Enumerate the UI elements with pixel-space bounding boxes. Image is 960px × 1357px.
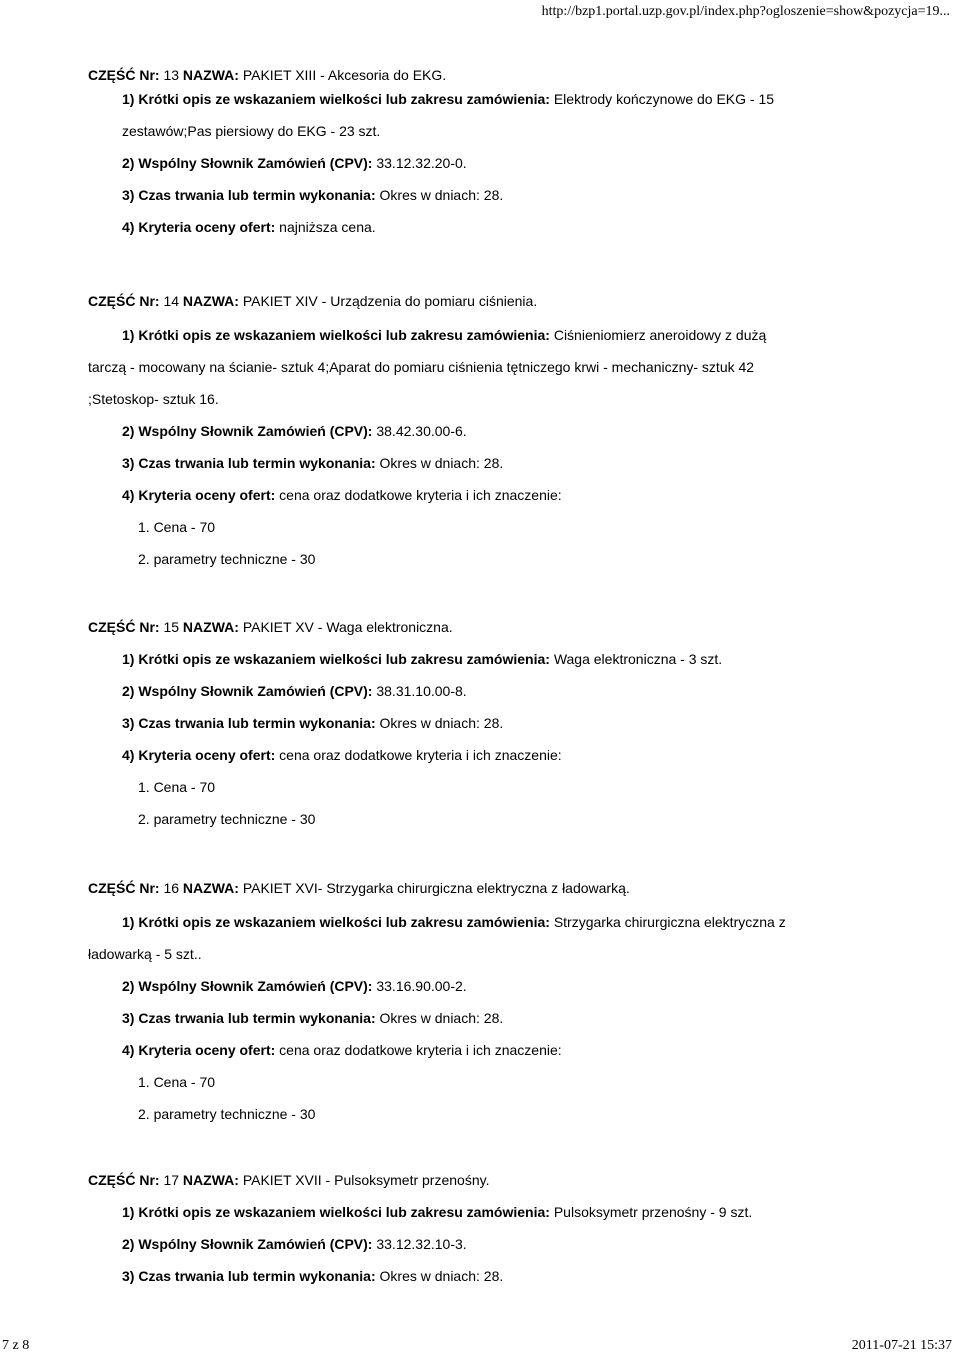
cpv-label: 2) Wspólny Słownik Zamówień (CPV): [122,155,373,171]
time-label: 3) Czas trwania lub termin wykonania: [122,455,376,471]
criteria-label: 4) Kryteria oceny ofert: [122,1042,276,1058]
footer-page-number: 7 z 8 [2,1338,30,1353]
name-label: NAZWA: [182,1172,239,1188]
name-label: NAZWA: [182,67,239,83]
cpv-label: 2) Wspólny Słownik Zamówień (CPV): [122,423,373,439]
criterion-item: 1. Cena - 70 [138,1074,216,1090]
part-name: PAKIET XIV - Urządzenia do pomiaru ciśnienia. [242,293,538,309]
criterion-item: 2. parametry techniczne - 30 [138,1106,316,1122]
time-line [122,1002,900,1034]
criteria-value: cena oraz dodatkowe kryteria i ich znaczenie: [279,487,562,503]
description-label: 1) Krótki opis ze wskazaniem wielkości lub zakresu zamówienia: [122,1204,550,1220]
description-line [122,319,900,351]
part-title [88,617,900,637]
criteria-label: 4) Kryteria oceny ofert: [122,219,276,235]
part-number: 14 [163,293,180,309]
criteria-line [122,211,900,243]
description-value: Elektrody kończynowe do EKG - 15 [553,91,775,107]
criterion-item: 1. Cena - 70 [138,779,216,795]
description-continuation: ładowarką - 5 szt.. [88,946,202,962]
description-line [122,643,900,675]
cpv-line [122,147,900,179]
part-number: 15 [163,619,180,635]
description-continuation: zestawów;Pas piersiowy do EKG - 23 szt. [122,123,381,139]
description-value: Waga elektroniczna - 3 szt. [553,651,723,667]
time-value: Okres w dniach: 28. [379,455,504,471]
description-label: 1) Krótki opis ze wskazaniem wielkości lub zakresu zamówienia: [122,914,550,930]
criteria-value: cena oraz dodatkowe kryteria i ich znaczenie: [279,747,562,763]
time-line [122,1260,900,1292]
criteria-line [122,479,900,511]
description-continuation: ;Stetoskop- sztuk 16. [88,391,219,407]
part-16 [88,878,900,1130]
cpv-value: 38.31.10.00-8. [376,683,467,699]
name-label: NAZWA: [182,619,239,635]
part-title [88,65,900,85]
criteria-label: 4) Kryteria oceny ofert: [122,487,276,503]
cpv-line [122,415,900,447]
time-line [122,179,900,211]
criterion-item: 2. parametry techniczne - 30 [138,551,316,567]
cpv-value: 33.16.90.00-2. [376,978,467,994]
criteria-label: 4) Kryteria oceny ofert: [122,747,276,763]
part-17 [88,1170,900,1292]
description-value: Ciśnieniomierz aneroidowy z dużą [553,327,767,343]
header-url: http://bzp1.portal.uzp.gov.pl/index.php?ogloszenie=show&pozycja=19... [541,4,950,19]
criteria-line [122,1034,900,1066]
part-title [88,291,900,311]
part-number: 17 [163,1172,180,1188]
part-name: PAKIET XIII - Akcesoria do EKG. [242,67,447,83]
description-label: 1) Krótki opis ze wskazaniem wielkości lub zakresu zamówienia: [122,651,550,667]
name-label: NAZWA: [182,880,239,896]
cpv-value: 33.12.32.10-3. [376,1236,467,1252]
time-value: Okres w dniach: 28. [379,715,504,731]
cpv-line [122,1228,900,1260]
time-value: Okres w dniach: 28. [379,1010,504,1026]
part-label: CZĘŚĆ Nr: [88,293,160,309]
time-value: Okres w dniach: 28. [379,1268,504,1284]
criterion-item: 1. Cena - 70 [138,519,216,535]
part-13 [88,65,900,243]
part-name: PAKIET XVII - Pulsoksymetr przenośny. [242,1172,490,1188]
time-line [122,707,900,739]
criteria-line [122,739,900,771]
part-number: 16 [163,880,180,896]
part-label: CZĘŚĆ Nr: [88,880,160,896]
cpv-line [122,675,900,707]
part-number: 13 [163,67,180,83]
time-label: 3) Czas trwania lub termin wykonania: [122,1268,376,1284]
part-name: PAKIET XV - Waga elektroniczna. [242,619,453,635]
part-label: CZĘŚĆ Nr: [88,1172,160,1188]
part-15 [88,617,900,835]
description-line [122,83,900,115]
criteria-value: najniższa cena. [279,219,376,235]
cpv-label: 2) Wspólny Słownik Zamówień (CPV): [122,683,373,699]
description-continuation: tarczą - mocowany na ścianie- sztuk 4;Aparat do pomiaru ciśnienia tętniczego krwi - mechaniczny- sztuk 42 [88,359,755,375]
description-line [122,906,900,938]
time-value: Okres w dniach: 28. [379,187,504,203]
part-title [88,1170,900,1190]
criteria-value: cena oraz dodatkowe kryteria i ich znaczenie: [279,1042,562,1058]
cpv-label: 2) Wspólny Słownik Zamówień (CPV): [122,1236,373,1252]
time-label: 3) Czas trwania lub termin wykonania: [122,1010,376,1026]
description-line [122,1196,900,1228]
time-label: 3) Czas trwania lub termin wykonania: [122,187,376,203]
description-value: Pulsoksymetr przenośny - 9 szt. [553,1204,753,1220]
description-value: Strzygarka chirurgiczna elektryczna z [553,914,786,930]
part-title [88,878,900,898]
criterion-item: 2. parametry techniczne - 30 [138,811,316,827]
cpv-label: 2) Wspólny Słownik Zamówień (CPV): [122,978,373,994]
footer-datetime: 2011-07-21 15:37 [851,1338,952,1353]
cpv-value: 33.12.32.20-0. [376,155,467,171]
cpv-value: 38.42.30.00-6. [376,423,467,439]
time-label: 3) Czas trwania lub termin wykonania: [122,715,376,731]
cpv-line [122,970,900,1002]
name-label: NAZWA: [182,293,239,309]
description-label: 1) Krótki opis ze wskazaniem wielkości lub zakresu zamówienia: [122,327,550,343]
description-label: 1) Krótki opis ze wskazaniem wielkości lub zakresu zamówienia: [122,91,550,107]
part-name: PAKIET XVI- Strzygarka chirurgiczna elektryczna z ładowarką. [242,880,630,896]
time-line [122,447,900,479]
part-14 [88,291,900,575]
part-label: CZĘŚĆ Nr: [88,67,160,83]
part-label: CZĘŚĆ Nr: [88,619,160,635]
